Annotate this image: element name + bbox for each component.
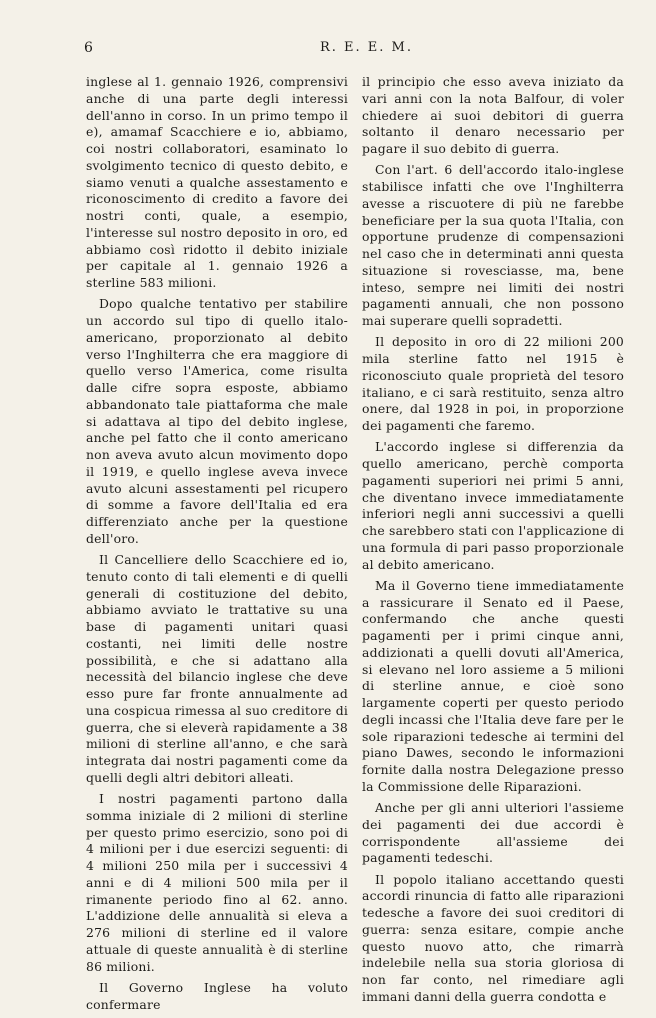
paragraph: inglese al 1. gennaio 1926, comprensivi anche di una parte degli interessi dell'anno in corso. In un primo tempo il e), amamaf Scacchiere e io, abbiamo, coi nostri collaboratori, esaminato lo svolgimento tecnico di questo debito, e siamo venuti a qualche assestamento e riconoscimento di credito a favore dei nostri conti, quale, a esempio, l'interesse sul nostro deposito in oro, ed abbiamo così ridotto il debito iniziale per capitale al 1. gennaio 1926 a sterline 583 milioni.	[86, 74, 348, 290]
paragraph: Il Governo Inglese ha voluto confermare	[86, 979, 348, 1012]
right-column	[362, 74, 624, 1010]
paragraph: Il Cancelliere dello Scacchiere ed io, tenuto conto di tali elementi e di quelli generali di costituzione del debito, abbiamo avviato le trattative su una base di pagamenti unitari quasi costanti, nei limiti delle nostre possibilità, e che si adattano alla necessità del bilancio inglese che deve esso pure far fronte annualmente ad una cospicua rimessa al suo creditore di guerra, che si eleverà rapidamente a 38 milioni di sterline all'anno, e che sarà integrata dai nostri pagamenti come da quelli degli altri debitori alleati.	[86, 552, 348, 785]
paragraph: L'accordo inglese si differenzia da quello americano, perchè comporta pagamenti superiori nei primi 5 anni, che diventano invece immediatamente inferiori negli anni successivi a quelli che sarebbero stati con l'applicazione di una formula di pari passo proporzionale al debito americano.	[362, 439, 624, 572]
paragraph: Il popolo italiano accettando questi accordi rinuncia di fatto alle riparazioni tedesche a favore dei suoi creditori di guerra: senza esitare, compie anche questo nuovo atto, che rimarrà indelebile nella sua storia gloriosa di non far conto, nel rimediare agli immani danni della guerra condotta e	[362, 871, 624, 1004]
page-number: 6	[84, 40, 93, 56]
left-column	[86, 74, 348, 1018]
running-title: R. E. E. M.	[320, 40, 414, 55]
paragraph: Dopo qualche tentativo per stabilire un accordo sul tipo di quello italo-americano, proporzionato al debito verso l'Inghilterra che era maggiore di quello verso l'America, come risulta dalle cifre sopra esposte, abbiamo abbandonato tale piattaforma che male si adattava al tipo del debito inglese, anche pel fatto che il conto americano non aveva avuto alcun movimento dopo il 1919, e quello inglese aveva invece avuto alcuni assestamenti pel ricupero di somme a favore dell'Italia ed era differenziato anche per la questione dell'oro.	[86, 296, 348, 546]
paragraph: Il deposito in oro di 22 milioni 200 mila sterline fatto nel 1915 è riconosciuto quale proprietà del tesoro italiano, e ci sarà restituito, senza altro onere, dal 1928 in poi, in proporzione dei pagamenti che faremo.	[362, 334, 624, 433]
paragraph: Anche per gli anni ulteriori l'assieme dei pagamenti dei due accordi è corrispondente all'assieme dei pagamenti tedeschi.	[362, 800, 624, 866]
paragraph: il principio che esso aveva iniziato da vari anni con la nota Balfour, di voler chiedere ai suoi debitori di guerra soltanto il denaro necessario per pagare il suo debito di guerra.	[362, 74, 624, 156]
paragraph: Con l'art. 6 dell'accordo italo-inglese stabilisce infatti che ove l'Inghilterra avesse a riscuotere di più ne farebbe beneficiare per la sua quota l'Italia, con opportune prudenze di compensazioni nel caso che in determinati anni questa situazione si rovesciasse, ma, bene inteso, sempre nei limiti dei nostri pagamenti annuali, che non possono mai superare quelli sopradetti.	[362, 162, 624, 328]
paragraph: Ma il Governo tiene immediatamente a rassicurare il Senato ed il Paese, confermando che anche questi pagamenti per i primi cinque anni, addizionati a quelli dovuti all'America, si elevano nel loro assieme a 5 milioni di sterline annue, e cioè sono largamente coperti per questo periodo degli incassi che l'Italia deve fare per le sole riparazioni tedesche ai termini del piano Dawes, secondo le informazioni fornite dalla nostra Delegazione presso la Commissione delle Riparazioni.	[362, 577, 624, 794]
paragraph: I nostri pagamenti partono dalla somma iniziale di 2 milioni di sterline per questo primo esercizio, sono poi di 4 milioni per i due esercizi seguenti: di 4 milioni 250 mila per i successivi 4 anni e di 4 milioni 500 mila per il rimanente periodo fino al 62. anno. L'addizione delle annualità si eleva a 276 milioni di sterline ed il valore attuale di queste annualità è di sterline 86 milioni.	[86, 791, 348, 974]
